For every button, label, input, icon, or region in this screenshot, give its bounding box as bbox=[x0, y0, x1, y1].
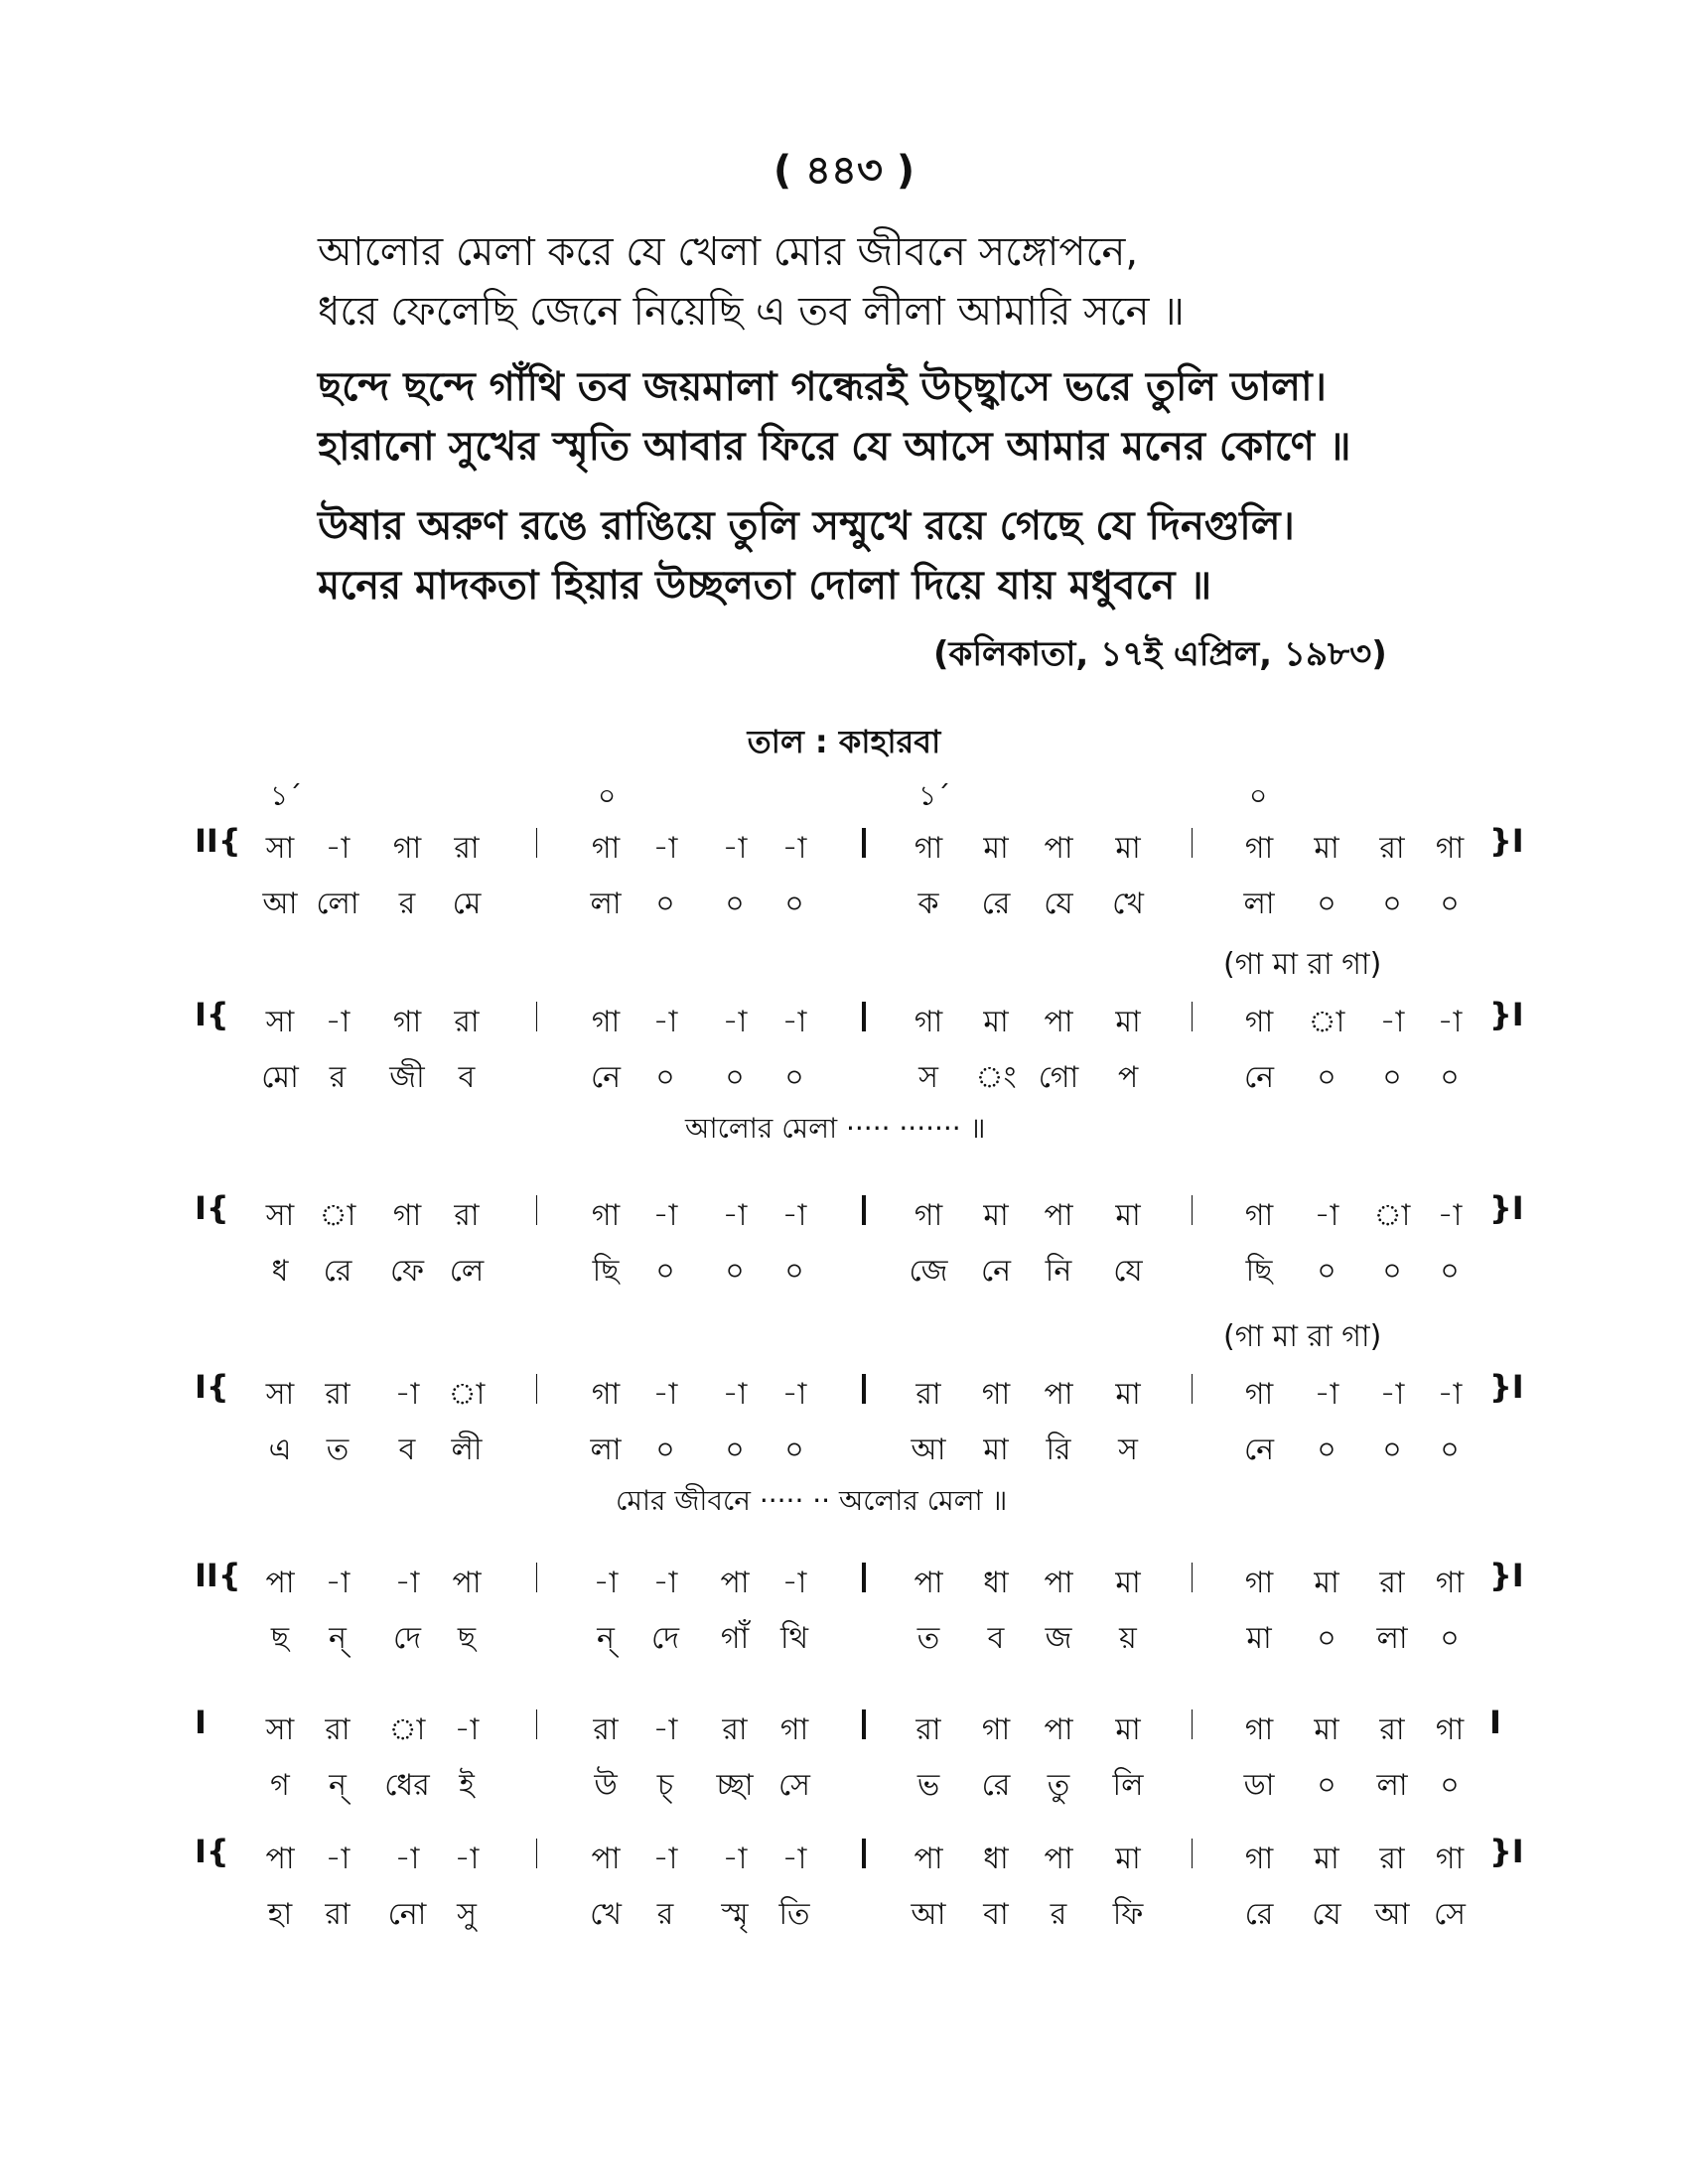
swara-note: া bbox=[1308, 1005, 1345, 1039]
lyric-syllable: আ bbox=[911, 1897, 946, 1932]
swara-note: রা bbox=[722, 1712, 748, 1747]
beat-marker: ১´ bbox=[918, 779, 951, 812]
swara-note: -া bbox=[652, 1566, 678, 1600]
swara-note: গা bbox=[1435, 1712, 1465, 1747]
swara-note: -া bbox=[1437, 1198, 1463, 1233]
swara-note: া bbox=[319, 1198, 356, 1233]
lyric-syllable: লা bbox=[1376, 1768, 1408, 1803]
lyric-syllable: আ bbox=[262, 887, 298, 921]
lyric-syllable: ০ bbox=[1382, 1433, 1402, 1467]
lyric-syllable: রে bbox=[981, 887, 1011, 921]
lyric-syllable: জে bbox=[909, 1254, 948, 1289]
lyric-syllable: চ্ bbox=[656, 1768, 674, 1803]
lyric-syllable: প bbox=[1117, 1060, 1139, 1095]
swara-note: -া bbox=[722, 1842, 748, 1876]
swara-note: রা bbox=[1379, 1566, 1405, 1600]
lyric-syllable: লে bbox=[449, 1254, 485, 1289]
swara-note: গা bbox=[1435, 1566, 1465, 1600]
swara-note: গা bbox=[1244, 1005, 1274, 1039]
lyric-line-3: ছন্দে ছন্দে গাঁথি তব জয়মালা গন্ধেরই উচ্ছ্বাসে ভরে তুলি ডালা। bbox=[318, 364, 1327, 410]
swara-note: া bbox=[388, 1712, 426, 1747]
lyric-syllable: ব bbox=[398, 1433, 416, 1467]
swara-note: গা bbox=[392, 831, 422, 866]
lyric-syllable: নে bbox=[1243, 1060, 1275, 1095]
lyric-syllable: মা bbox=[1246, 1621, 1272, 1656]
lyric-syllable: ০ bbox=[1440, 1254, 1460, 1289]
lyric-syllable: যে bbox=[1113, 1254, 1143, 1289]
swara-note: ধা bbox=[983, 1842, 1009, 1876]
date-line: (কলিকাতা, ১৭ই এপ্রিল, ১৯৮৩) bbox=[933, 634, 1387, 674]
bar-line bbox=[536, 828, 537, 858]
swara-note: গা bbox=[392, 1198, 422, 1233]
row-close-mark: }I bbox=[1489, 1833, 1524, 1870]
lyric-syllable: স bbox=[918, 1060, 938, 1095]
bar-line bbox=[1192, 1002, 1193, 1031]
swara-note: রা bbox=[325, 1712, 351, 1747]
lyric-syllable: ০ bbox=[1382, 1254, 1402, 1289]
lyric-syllable: নি bbox=[1045, 1254, 1072, 1289]
swara-note: গা bbox=[914, 1198, 943, 1233]
bar-line bbox=[536, 1839, 537, 1868]
swara-note: গা bbox=[981, 1712, 1011, 1747]
swara-note: গা bbox=[1244, 1712, 1274, 1747]
swara-note: রা bbox=[1379, 1712, 1405, 1747]
lyric-syllable: লা bbox=[1376, 1621, 1408, 1656]
swara-note: -া bbox=[652, 1198, 678, 1233]
lyric-syllable: ০ bbox=[1317, 1060, 1336, 1095]
lyric-syllable: ভ bbox=[916, 1768, 940, 1803]
swara-note: -া bbox=[394, 1377, 420, 1412]
swara-note: রা bbox=[1379, 1842, 1405, 1876]
swara-note: সা bbox=[265, 1005, 295, 1039]
swara-note: মা bbox=[1314, 1842, 1339, 1876]
row-open-mark: II{ bbox=[195, 1557, 241, 1594]
row-open-mark: I{ bbox=[195, 1368, 229, 1406]
lyric-syllable: ০ bbox=[1317, 1768, 1336, 1803]
swara-note: গা bbox=[914, 1005, 943, 1039]
lyric-syllable: খে bbox=[1112, 887, 1144, 921]
bar-line bbox=[536, 1195, 537, 1225]
swara-note: সা bbox=[265, 1198, 295, 1233]
swara-note: গা bbox=[1244, 1566, 1274, 1600]
swara-note: -া bbox=[781, 1198, 807, 1233]
swara-note: -া bbox=[1437, 1005, 1463, 1039]
swara-note: গা bbox=[591, 1377, 621, 1412]
bar-line bbox=[862, 1374, 866, 1404]
lyric-line-5: উষার অরুণ রঙে রাঙিয়ে তুলি সম্মুখে রয়ে গেছে যে দিনগুলি। bbox=[318, 503, 1295, 549]
swara-note: মা bbox=[1314, 1712, 1339, 1747]
swara-note: সা bbox=[265, 1712, 295, 1747]
swara-note: পা bbox=[1044, 1712, 1073, 1747]
lyric-syllable: চ্ছা bbox=[716, 1768, 754, 1803]
lyric-syllable: মা bbox=[983, 1433, 1009, 1467]
lyric-syllable: ০ bbox=[1317, 887, 1336, 921]
lyric-syllable: ফে bbox=[389, 1254, 425, 1289]
bar-line bbox=[862, 828, 866, 858]
swara-note: গা bbox=[591, 831, 621, 866]
lyric-syllable: ০ bbox=[1440, 1060, 1460, 1095]
tala-heading: তাল : কাহারবা bbox=[747, 723, 941, 760]
swara-note: পা bbox=[1044, 1005, 1073, 1039]
swara-note: মা bbox=[1115, 1198, 1141, 1233]
lyric-syllable: তি bbox=[778, 1897, 810, 1932]
lyric-syllable: র bbox=[656, 1897, 674, 1932]
lyric-syllable: ব bbox=[458, 1060, 476, 1095]
swara-note: গা bbox=[1244, 1842, 1274, 1876]
swara-note: গা bbox=[591, 1005, 621, 1039]
lyric-syllable: রে bbox=[1244, 1897, 1274, 1932]
lyric-syllable: ০ bbox=[1317, 1254, 1336, 1289]
lyric-syllable: ত bbox=[326, 1433, 350, 1467]
lyric-syllable: দে bbox=[393, 1621, 421, 1656]
beat-marker: ০ bbox=[1249, 779, 1268, 812]
swara-note: মা bbox=[983, 1005, 1009, 1039]
lyric-syllable: ব bbox=[987, 1621, 1005, 1656]
alternate-notes: (গা মা রা গা) bbox=[1223, 947, 1382, 982]
lyric-syllable: ০ bbox=[784, 887, 804, 921]
beat-marker: ১´ bbox=[270, 779, 303, 812]
lyric-syllable: লী bbox=[451, 1433, 483, 1467]
swara-note: মা bbox=[1314, 1566, 1339, 1600]
lyric-syllable: ন্ bbox=[597, 1621, 615, 1656]
lyric-syllable: স্মৃ bbox=[721, 1897, 749, 1932]
lyric-syllable: গো bbox=[1038, 1060, 1079, 1095]
bar-line bbox=[536, 1709, 537, 1739]
lyric-syllable: ০ bbox=[725, 1433, 745, 1467]
lyric-syllable: লো bbox=[316, 887, 359, 921]
beat-marker: ০ bbox=[598, 779, 617, 812]
bar-line bbox=[862, 1839, 866, 1868]
swara-note: -া bbox=[593, 1566, 619, 1600]
lyric-syllable: লা bbox=[590, 887, 622, 921]
swara-note: গা bbox=[1435, 831, 1465, 866]
swara-note: মা bbox=[1314, 831, 1339, 866]
swara-note: মা bbox=[1115, 1005, 1141, 1039]
swara-note: -া bbox=[722, 1377, 748, 1412]
swara-note: পা bbox=[914, 1566, 943, 1600]
lyric-syllable: এ bbox=[268, 1433, 292, 1467]
bar-line bbox=[1192, 1709, 1193, 1739]
lyric-syllable: ই bbox=[459, 1768, 475, 1803]
lyric-syllable: আ bbox=[911, 1433, 946, 1467]
lyric-syllable: ০ bbox=[784, 1060, 804, 1095]
lyric-syllable: নে bbox=[980, 1254, 1012, 1289]
swara-note: -া bbox=[781, 831, 807, 866]
row-open-mark: I bbox=[195, 1704, 207, 1741]
lyric-syllable: ছি bbox=[592, 1254, 620, 1289]
lyric-syllable: র bbox=[1050, 1897, 1067, 1932]
swara-note: গা bbox=[1244, 1377, 1274, 1412]
bar-line bbox=[862, 1195, 866, 1225]
lyric-syllable: মে bbox=[452, 887, 482, 921]
lyric-syllable: স bbox=[1118, 1433, 1138, 1467]
lyric-syllable: ০ bbox=[725, 1254, 745, 1289]
swara-note: রা bbox=[325, 1377, 351, 1412]
alternate-notes: (গা মা রা গা) bbox=[1223, 1319, 1382, 1354]
swara-note: পা bbox=[265, 1566, 295, 1600]
bar-line bbox=[536, 1563, 537, 1592]
lyric-syllable: ০ bbox=[1440, 1433, 1460, 1467]
lyric-syllable: ০ bbox=[1317, 1621, 1336, 1656]
row-open-mark: I{ bbox=[195, 1833, 229, 1870]
lyric-syllable: থি bbox=[779, 1621, 808, 1656]
lyric-syllable: লি bbox=[1112, 1768, 1144, 1803]
lyric-syllable: ০ bbox=[1440, 1621, 1460, 1656]
lyric-syllable: ফি bbox=[1112, 1897, 1144, 1932]
lyric-syllable: দে bbox=[651, 1621, 679, 1656]
swara-note: -া bbox=[781, 1566, 807, 1600]
bar-line bbox=[1192, 1563, 1193, 1592]
swara-note: -া bbox=[652, 1712, 678, 1747]
lyric-syllable: ০ bbox=[784, 1433, 804, 1467]
refrain-reference: আলোর মেলা ····· ······· ॥ bbox=[685, 1112, 986, 1145]
swara-note: -া bbox=[652, 1842, 678, 1876]
lyric-syllable: ০ bbox=[725, 1060, 745, 1095]
lyric-syllable: ছ bbox=[270, 1621, 290, 1656]
bar-line bbox=[862, 1563, 866, 1592]
lyric-syllable: ছ bbox=[457, 1621, 477, 1656]
lyric-syllable: ০ bbox=[1317, 1433, 1336, 1467]
swara-note: রা bbox=[1379, 831, 1405, 866]
swara-note: পা bbox=[1044, 1842, 1073, 1876]
row-close-mark: }I bbox=[1489, 996, 1524, 1033]
swara-note: সা bbox=[265, 831, 295, 866]
row-close-mark: }I bbox=[1489, 1189, 1524, 1227]
swara-note: ধা bbox=[983, 1566, 1009, 1600]
lyric-syllable: ক bbox=[917, 887, 939, 921]
swara-note: -া bbox=[454, 1842, 480, 1876]
swara-note: -া bbox=[1437, 1377, 1463, 1412]
page-number: ( ৪৪৩ ) bbox=[773, 148, 915, 194]
bar-line bbox=[862, 1709, 866, 1739]
lyric-syllable: সু bbox=[457, 1897, 477, 1932]
lyric-syllable: বা bbox=[983, 1897, 1009, 1932]
swara-note: পা bbox=[1044, 1566, 1073, 1600]
row-open-mark: II{ bbox=[195, 822, 241, 860]
lyric-syllable: ধ bbox=[271, 1254, 289, 1289]
swara-note: গা bbox=[591, 1198, 621, 1233]
lyric-syllable: ধের bbox=[384, 1768, 430, 1803]
lyric-line-2: ধরে ফেলেছি জেনে নিয়েছি এ তব লীলা আমারি সনে ॥ bbox=[318, 289, 1185, 335]
row-close-mark: }I bbox=[1489, 1368, 1524, 1406]
row-open-mark: I{ bbox=[195, 1189, 229, 1227]
lyric-syllable: ডা bbox=[1243, 1768, 1275, 1803]
swara-note: পা bbox=[1044, 1377, 1073, 1412]
swara-note: রা bbox=[454, 831, 480, 866]
swara-note: -া bbox=[454, 1712, 480, 1747]
swara-note: -া bbox=[722, 1198, 748, 1233]
swara-note: -া bbox=[325, 831, 351, 866]
lyric-syllable: খে bbox=[590, 1897, 622, 1932]
refrain-reference: মোর জীবনে ····· ·· অলোর মেলা ॥ bbox=[616, 1484, 1008, 1517]
swara-note: -া bbox=[781, 1005, 807, 1039]
swara-note: গা bbox=[981, 1377, 1011, 1412]
lyric-syllable: ং bbox=[975, 1060, 1017, 1095]
lyric-syllable: সে bbox=[778, 1768, 810, 1803]
bar-line bbox=[862, 1002, 866, 1031]
swara-note: -া bbox=[652, 1377, 678, 1412]
bar-line bbox=[1192, 1195, 1193, 1225]
bar-line bbox=[536, 1374, 537, 1404]
swara-note: গা bbox=[914, 831, 943, 866]
lyric-syllable: নো bbox=[387, 1897, 427, 1932]
swara-note: গা bbox=[1244, 831, 1274, 866]
swara-note: পা bbox=[720, 1566, 750, 1600]
lyric-syllable: ০ bbox=[655, 887, 675, 921]
swara-note: গা bbox=[1244, 1198, 1274, 1233]
lyric-syllable: সে bbox=[1434, 1897, 1466, 1932]
lyric-syllable: ০ bbox=[784, 1254, 804, 1289]
lyric-line-6: মনের মাদকতা হিয়ার উচ্ছলতা দোলা দিয়ে যায় মধুবনে ॥ bbox=[318, 563, 1212, 609]
swara-note: -া bbox=[394, 1842, 420, 1876]
lyric-syllable: যে bbox=[1044, 887, 1073, 921]
lyric-syllable: র bbox=[398, 887, 416, 921]
swara-note: -া bbox=[652, 1005, 678, 1039]
bar-line bbox=[1192, 1839, 1193, 1868]
lyric-syllable: নে bbox=[1243, 1433, 1275, 1467]
bar-line bbox=[1192, 1374, 1193, 1404]
swara-note: া bbox=[448, 1377, 486, 1412]
swara-note: পা bbox=[1044, 831, 1073, 866]
lyric-syllable: জী bbox=[389, 1060, 425, 1095]
swara-note: -া bbox=[325, 1566, 351, 1600]
row-close-mark: }I bbox=[1489, 1557, 1524, 1594]
lyric-syllable: আ bbox=[1374, 1897, 1410, 1932]
swara-note: -া bbox=[652, 831, 678, 866]
lyric-syllable: রে bbox=[323, 1254, 352, 1289]
swara-note: -া bbox=[325, 1842, 351, 1876]
lyric-syllable: যে bbox=[1312, 1897, 1341, 1932]
swara-note: পা bbox=[265, 1842, 295, 1876]
swara-note: মা bbox=[1115, 1842, 1141, 1876]
lyric-syllable: র bbox=[329, 1060, 347, 1095]
row-close-mark: }I bbox=[1489, 822, 1524, 860]
swara-note: গা bbox=[392, 1005, 422, 1039]
swara-note: া bbox=[1373, 1198, 1411, 1233]
swara-note: -া bbox=[325, 1005, 351, 1039]
swara-note: রা bbox=[454, 1198, 480, 1233]
swara-note: রা bbox=[454, 1005, 480, 1039]
lyric-line-1: আলোর মেলা করে যে খেলা মোর জীবনে সঙ্গোপনে, bbox=[318, 229, 1139, 275]
row-open-mark: I{ bbox=[195, 996, 229, 1033]
swara-note: -া bbox=[1314, 1198, 1339, 1233]
swara-note: -া bbox=[722, 1005, 748, 1039]
swara-note: মা bbox=[1115, 1712, 1141, 1747]
swara-note: -া bbox=[1314, 1377, 1339, 1412]
bar-line bbox=[1192, 828, 1193, 858]
lyric-syllable: রা bbox=[325, 1897, 351, 1932]
lyric-syllable: হা bbox=[267, 1897, 293, 1932]
swara-note: মা bbox=[983, 1198, 1009, 1233]
swara-note: পা bbox=[452, 1566, 482, 1600]
lyric-syllable: ০ bbox=[725, 887, 745, 921]
swara-note: -া bbox=[394, 1566, 420, 1600]
swara-note: -া bbox=[781, 1377, 807, 1412]
lyric-syllable: মো bbox=[261, 1060, 299, 1095]
swara-note: -া bbox=[1379, 1377, 1405, 1412]
swara-note: -া bbox=[722, 831, 748, 866]
lyric-syllable: ০ bbox=[655, 1060, 675, 1095]
lyric-syllable: ত bbox=[916, 1621, 940, 1656]
swara-note: মা bbox=[1115, 1377, 1141, 1412]
lyric-syllable: ০ bbox=[1382, 887, 1402, 921]
swara-note: -া bbox=[1379, 1005, 1405, 1039]
swara-note: সা bbox=[265, 1377, 295, 1412]
lyric-syllable: ০ bbox=[1382, 1060, 1402, 1095]
lyric-syllable: ০ bbox=[1440, 887, 1460, 921]
lyric-syllable: ০ bbox=[655, 1433, 675, 1467]
lyric-syllable: নে bbox=[590, 1060, 622, 1095]
swara-note: পা bbox=[914, 1842, 943, 1876]
swara-note: রা bbox=[915, 1712, 941, 1747]
swara-note: পা bbox=[1044, 1198, 1073, 1233]
swara-note: রা bbox=[593, 1712, 619, 1747]
lyric-syllable: রে bbox=[981, 1768, 1011, 1803]
lyric-syllable: ন্ bbox=[329, 1621, 347, 1656]
lyric-line-4: হারানো সুখের স্মৃতি আবার ফিরে যে আসে আমার মনের কোণে ॥ bbox=[318, 424, 1351, 470]
swara-note: পা bbox=[591, 1842, 621, 1876]
row-close-mark: I bbox=[1489, 1704, 1501, 1741]
swara-note: মা bbox=[983, 831, 1009, 866]
lyric-syllable: তু bbox=[1047, 1768, 1070, 1803]
bar-line bbox=[536, 1002, 537, 1031]
lyric-syllable: ০ bbox=[655, 1254, 675, 1289]
swara-note: রা bbox=[915, 1377, 941, 1412]
lyric-syllable: গাঁ bbox=[720, 1621, 750, 1656]
lyric-syllable: য় bbox=[1119, 1621, 1137, 1656]
lyric-syllable: রি bbox=[1046, 1433, 1071, 1467]
lyric-syllable: লা bbox=[1243, 887, 1275, 921]
lyric-syllable: জ bbox=[1045, 1621, 1072, 1656]
swara-note: মা bbox=[1115, 831, 1141, 866]
swara-note: গা bbox=[1435, 1842, 1465, 1876]
lyric-syllable: ন্ bbox=[329, 1768, 347, 1803]
swara-note: -া bbox=[781, 1842, 807, 1876]
lyric-syllable: ছি bbox=[1245, 1254, 1273, 1289]
swara-note: গা bbox=[779, 1712, 809, 1747]
lyric-syllable: গ bbox=[270, 1768, 290, 1803]
lyric-syllable: ০ bbox=[1440, 1768, 1460, 1803]
lyric-syllable: লা bbox=[590, 1433, 622, 1467]
swara-note: মা bbox=[1115, 1566, 1141, 1600]
lyric-syllable: উ bbox=[594, 1768, 618, 1803]
